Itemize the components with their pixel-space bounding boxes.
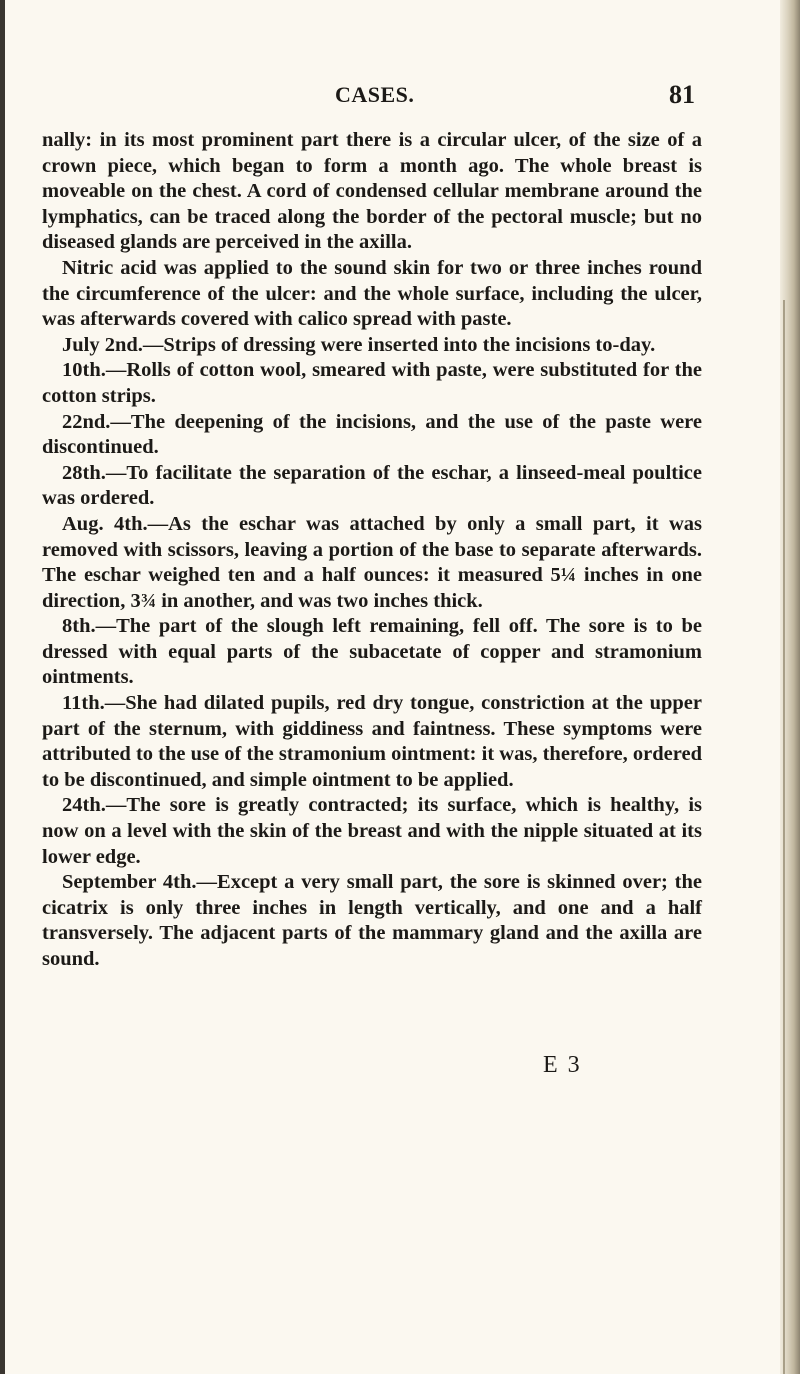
- signature-mark: E 3: [543, 1052, 582, 1078]
- paragraph: September 4th.—Except a very small part, the sore is skinned over; the cicatrix is only three inches in length vertically, and one and a half transversely. The adjacent parts of the mammary gland and the axilla are sound.: [42, 871, 702, 970]
- running-title: CASES.: [335, 82, 415, 107]
- page-number: 81: [669, 80, 695, 109]
- paragraph: 11th.—She had dilated pupils, red dry tongue, constriction at the upper part of the sternum, with giddiness and faintness. These symptoms were attributed to the use of the stramonium ointment: it was, therefore, ordered to be discontinued, and simple ointment to be applied.: [42, 692, 702, 791]
- paragraph: July 2nd.—Strips of dressing were inserted into the incisions to-day.: [62, 333, 656, 356]
- paragraph: Aug. 4th.—As the eschar was attached by only a small part, it was removed with scissors, leaving a portion of the base to separate afterwards. The eschar weighed ten and a half ounces: it measured 5¼ inches in one direction, 3¾ in another, and was two inches thick.: [42, 512, 702, 612]
- body-text: [42, 128, 702, 973]
- paragraph: nally: in its most prominent part there is a circular ulcer, of the size of a crown piece, which began to form a month ago. The whole breast is moveable on the chest. A cord of condensed cellular membrane around the lymphatics, can be traced along the border of the pectoral muscle; but no diseased glands are perceived in the axilla.: [42, 129, 702, 254]
- page-left-edge: [0, 0, 5, 1374]
- paragraph: Nitric acid was applied to the sound skin for two or three inches round the circumference of the ulcer: and the whole surface, including the ulcer, was afterwards covered with calico spread with paste.: [42, 256, 702, 331]
- page-header: [335, 82, 695, 112]
- paragraph: 22nd.—The deepening of the incisions, and the use of the paste were discontinued.: [42, 410, 702, 459]
- page-fold-line: [783, 300, 785, 1374]
- paragraph: 8th.—The part of the slough left remaining, fell off. The sore is to be dressed with equal parts of the subacetate of copper and stramonium ointments.: [42, 615, 702, 689]
- paragraph: 28th.—To facilitate the separation of the eschar, a linseed-meal poultice was ordered.: [42, 461, 702, 510]
- paragraph: 10th.—Rolls of cotton wool, smeared with paste, were substituted for the cotton strips.: [42, 359, 702, 407]
- paragraph: 24th.—The sore is greatly contracted; its surface, which is healthy, is now on a level with the skin of the breast and with the nipple situated at its lower edge.: [42, 794, 702, 868]
